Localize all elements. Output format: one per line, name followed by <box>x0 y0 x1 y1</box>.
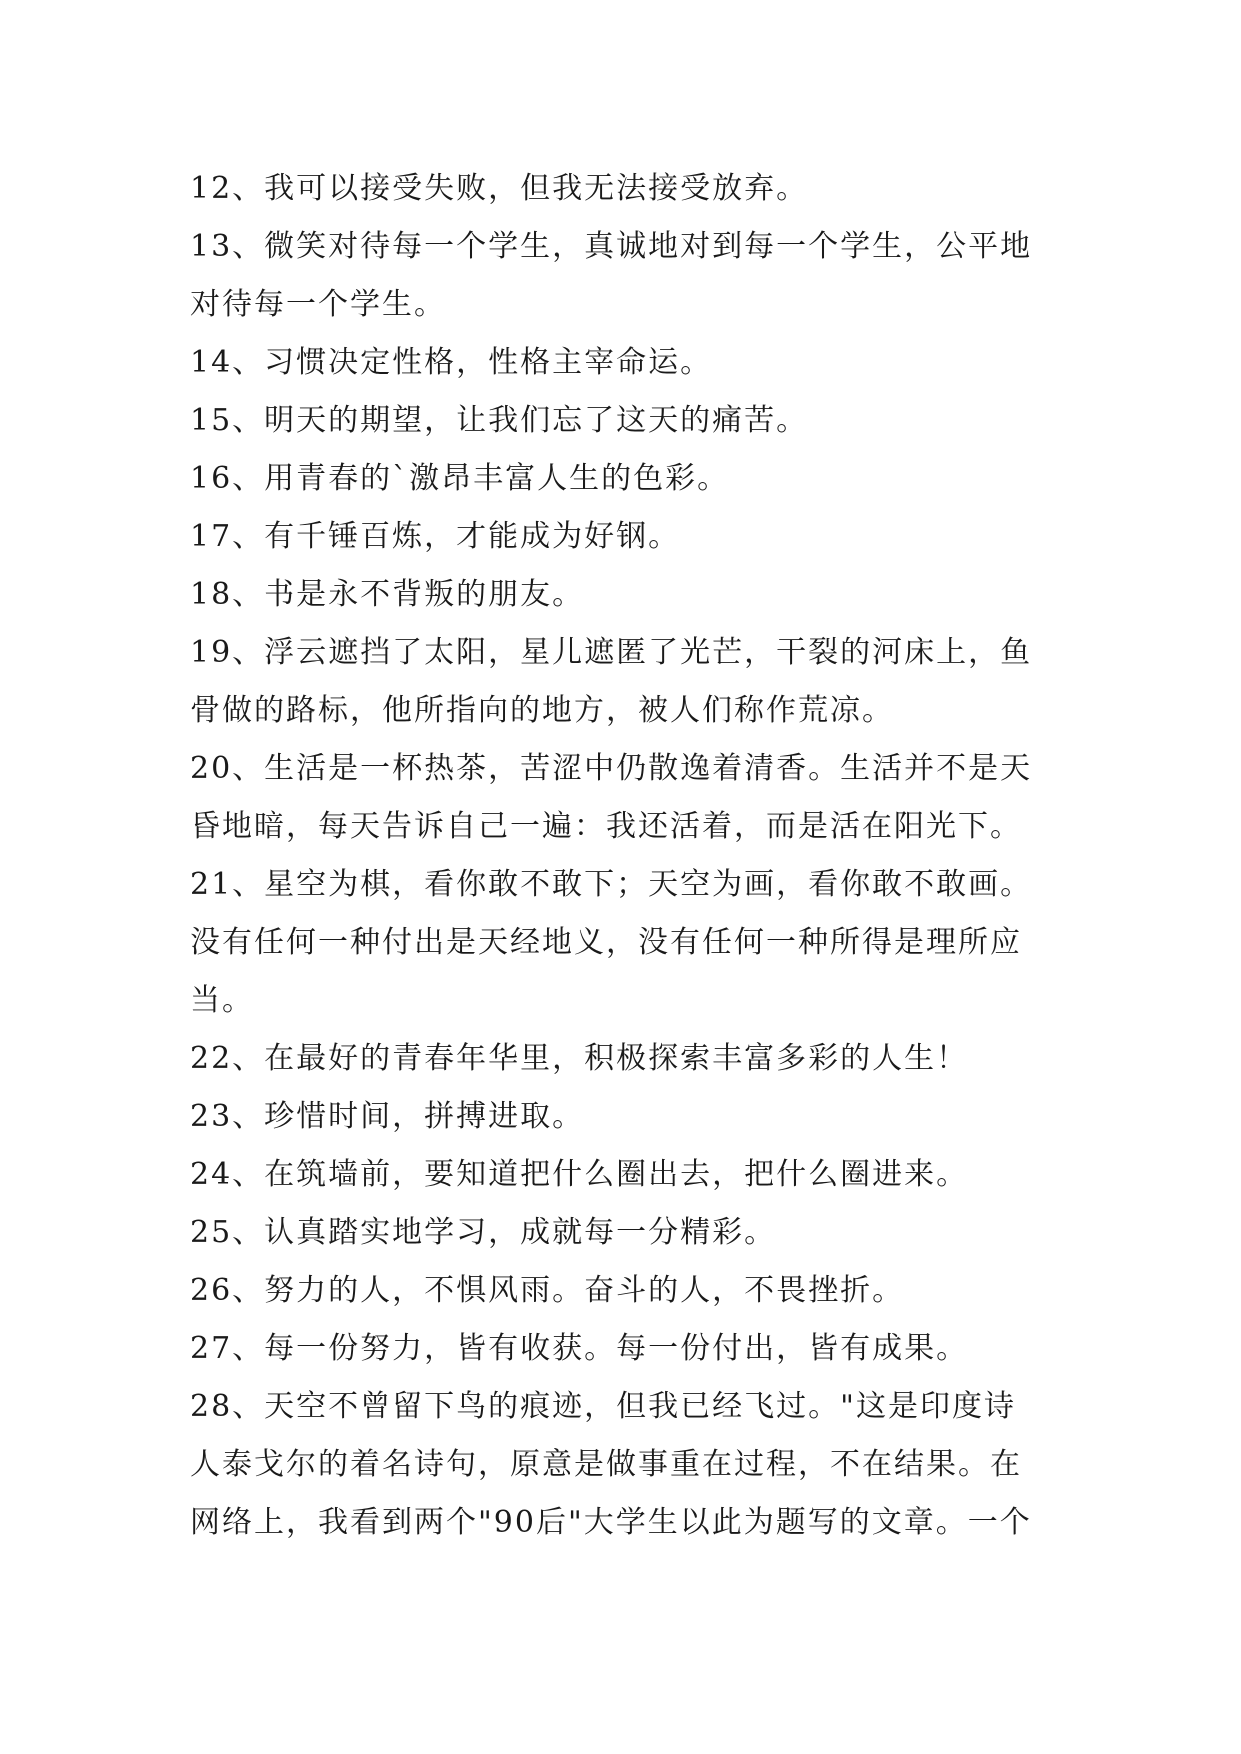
text-line: 25、认真踏实地学习，成就每一分精彩。 <box>190 1215 777 1250</box>
text-line: 24、在筑墙前，要知道把什么圈出去，把什么圈进来。 <box>190 1157 969 1192</box>
text-line: 20、生活是一杯热茶，苦涩中仍散逸着清香。生活并不是天 <box>190 751 1033 786</box>
text-line: 18、书是永不背叛的朋友。 <box>190 577 585 612</box>
text-line: 12、我可以接受失败，但我无法接受放弃。 <box>190 171 809 206</box>
text-line: 骨做的路标，他所指向的地方，被人们称作荒凉。 <box>190 693 894 728</box>
text-line: 17、有千锤百炼，才能成为好钢。 <box>190 519 681 554</box>
text-line: 当。 <box>190 983 254 1018</box>
text-line: 26、努力的人，不惧风雨。奋斗的人，不畏挫折。 <box>190 1273 905 1308</box>
document-body <box>190 160 1070 1552</box>
text-line: 对待每一个学生。 <box>190 287 446 322</box>
text-line: 22、在最好的青春年华里，积极探索丰富多彩的人生！ <box>190 1041 969 1076</box>
text-line: 28、天空不曾留下鸟的痕迹，但我已经飞过。"这是印度诗 <box>190 1389 1016 1424</box>
text-line: 14、习惯决定性格，性格主宰命运。 <box>190 345 713 380</box>
text-line: 19、浮云遮挡了太阳，星儿遮匿了光芒，干裂的河床上，鱼 <box>190 635 1033 670</box>
text-line: 27、每一份努力，皆有收获。每一份付出，皆有成果。 <box>190 1331 969 1366</box>
text-line: 15、明天的期望，让我们忘了这天的痛苦。 <box>190 403 809 438</box>
text-line: 21、星空为棋，看你敢不敢下；天空为画，看你敢不敢画。 <box>190 867 1033 902</box>
text-line: 人泰戈尔的着名诗句，原意是做事重在过程，不在结果。在 <box>190 1447 1022 1482</box>
text-line: 16、用青春的`激昂丰富人生的色彩。 <box>190 461 730 496</box>
text-line: 网络上，我看到两个"90后"大学生以此为题写的文章。一个 <box>190 1505 1032 1540</box>
text-line: 昏地暗，每天告诉自己一遍：我还活着，而是活在阳光下。 <box>190 809 1022 844</box>
text-line: 没有任何一种付出是天经地义，没有任何一种所得是理所应 <box>190 925 1022 960</box>
text-line: 23、珍惜时间，拼搏进取。 <box>190 1099 585 1134</box>
text-line: 13、微笑对待每一个学生，真诚地对到每一个学生，公平地 <box>190 229 1033 264</box>
